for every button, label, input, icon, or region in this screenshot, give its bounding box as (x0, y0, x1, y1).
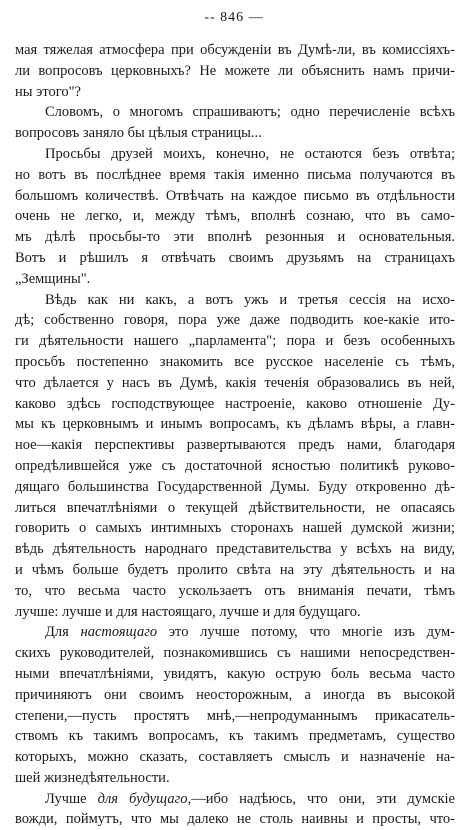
text-line: мая тяжелая атмосфера при обсужденіи въ Думѣ-ли, въ комиссіяхъ- (15, 42, 455, 58)
text-line: дящаго большинства Государственной Думы. Буду откровенно дѣ- (15, 478, 455, 495)
text-line: причиняютъ они своимъ неосторожным, а иногда въ высокой (15, 686, 455, 703)
paragraph (15, 144, 455, 290)
paragraph (15, 40, 455, 102)
text-line: лучше: лучше и для настоящаго, лучше и для будущаго. (15, 603, 361, 620)
text-line: „Земщины". (15, 270, 91, 287)
text-line: дѣ; собственно говоря, пора уже даже подводить кое-какіе ито- (15, 312, 455, 329)
text-line: Просьбы друзей моихъ, конечно, не остаются безъ отвѣта; (45, 145, 455, 162)
text-line: Лучше для будущаго,—ибо надѣюсь, что они, эти думскіе (45, 790, 455, 807)
text-line: ги дѣятельности нашего „парламента"; пора и безъ особенныхъ (15, 333, 455, 350)
text-line: просьбъ постепенно знакомить все русское населеніе съ тѣмъ, (15, 353, 455, 370)
text-line: ными впечатлѣніями, увидятъ, какую острую боль весьма часто (15, 665, 455, 682)
text-line: очень не легко, и, между тѣмъ, вполнѣ сознаю, что въ само- (15, 208, 455, 225)
text-line: Для настоящаго это лучше потому, что многіе изъ дум- (45, 624, 456, 641)
text-line: то, что весьма часто ускользаетъ отъ вниманія печати, тѣмъ (15, 582, 455, 599)
text-line: литься впечатлѣніями о текущей дѣйствительности, не опасаясь (15, 499, 455, 516)
page-number: -- 846 — (204, 10, 264, 25)
text-line: говорить о самыхъ интимныхъ сторонахъ нашей думской жизни; (15, 520, 455, 537)
text-line: что дѣлается у насъ въ Думѣ, какія теченія образовались въ ней, (15, 374, 455, 391)
text-line: которыхъ, можно сказать, составляетъ смыслъ и назначеніе на- (15, 749, 455, 766)
text-line: вопросовъ заняло бы цѣлыя страницы... (15, 125, 262, 142)
text-line: вѣдь дѣятельность народнаго представительства у всѣхъ на виду, (15, 541, 455, 558)
text-line: но вотъ въ послѣднее время такія именно письма получаются въ (15, 166, 455, 183)
text-line: степени,—пусть простятъ мнѣ,—непродуманнымъ прикасатель- (15, 707, 455, 724)
text-line: мъ дѣлѣ просьбы-то эти вполнѣ резонныя и основательныя. (15, 229, 455, 246)
paragraph (15, 622, 455, 788)
paragraph (15, 102, 455, 144)
text-line: скихъ руководителей, познакомившись съ нашими непосредствен- (15, 645, 455, 662)
paragraph (15, 290, 455, 623)
text-line: ли вопросовъ церковныхъ? Не можете ли объяснить намъ причи- (15, 62, 455, 79)
text-line: шей жизнедѣятельности. (15, 769, 170, 786)
text-line: и чѣмъ больше будетъ пролито свѣта на эту дѣятельность и на (15, 561, 455, 578)
text-line: ны этого"? (15, 83, 81, 100)
text-line: каково здѣсь господствующее настроеніе, каково отношеніе Ду- (15, 395, 455, 412)
text-line: большомъ количествѣ. Отвѣчать на каждое письмо въ отдѣльности (15, 187, 455, 204)
text-line: опредѣлившейся уже съ достаточной ясностью политикѣ руково- (15, 457, 455, 474)
text-line: ствомъ къ такимъ вопросамъ, къ такимъ предметамъ, существо (15, 728, 455, 745)
body-text (15, 40, 455, 830)
text-line: Словомъ, о многомъ спрашиваютъ; одно перечисленіе всѣхъ (45, 104, 455, 121)
text-line: мы къ церковнымъ и инымъ вопросамъ, къ дѣламъ вѣры, а главн- (15, 416, 455, 433)
paragraph (15, 789, 455, 830)
text-line: Вѣдь как ни какъ, а вотъ ужъ и третья сессія на исхо- (45, 291, 455, 308)
text-line: Вотъ и рѣшилъ я отвѣчать своимъ друзьямъ на страницахъ (15, 249, 455, 266)
text-line: ное—какія перспективы развертываются предъ нами, благодаря (15, 437, 455, 454)
text-line: вожди, поймутъ, что мы далеко не столь наивны и просты, что- (15, 811, 455, 828)
